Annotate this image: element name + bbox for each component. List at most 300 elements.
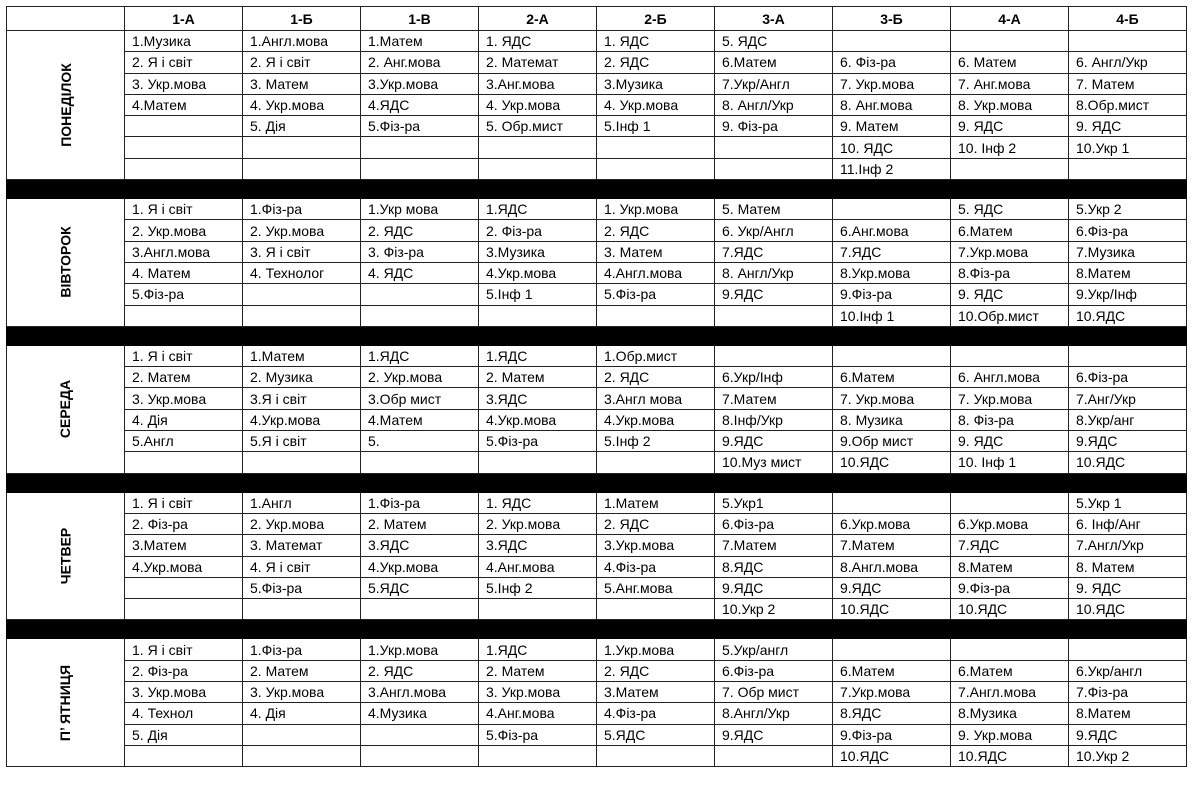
- lesson-row: [7, 452, 1187, 473]
- lesson-cell: 2. Я і світ: [125, 52, 243, 73]
- lesson-cell: 3.Англ.мова: [361, 682, 479, 703]
- lesson-cell: 5.Укр/англ: [715, 639, 833, 660]
- lesson-cell: 8.Фіз-ра: [951, 262, 1069, 283]
- lesson-cell: [125, 745, 243, 766]
- lesson-row: [7, 431, 1187, 452]
- lesson-cell: [125, 577, 243, 598]
- class-header: 1-В: [361, 7, 479, 31]
- lesson-cell: 2. Фіз-ра: [479, 220, 597, 241]
- lesson-cell: 10.Муз мист: [715, 452, 833, 473]
- lesson-row: [7, 682, 1187, 703]
- lesson-cell: 8.Матем: [1069, 703, 1187, 724]
- day-separator: [7, 180, 1187, 199]
- lesson-cell: 8.Англ.мова: [833, 556, 951, 577]
- lesson-cell: [833, 31, 951, 52]
- lesson-cell: 3.Матем: [125, 535, 243, 556]
- lesson-cell: 5.Англ: [125, 431, 243, 452]
- class-header: 2-А: [479, 7, 597, 31]
- lesson-row: [7, 305, 1187, 326]
- lesson-cell: [597, 137, 715, 158]
- lesson-cell: 3.Укр.мова: [361, 73, 479, 94]
- lesson-cell: 10.ЯДС: [833, 745, 951, 766]
- lesson-cell: 7.Англ/Укр: [1069, 535, 1187, 556]
- lesson-row: [7, 137, 1187, 158]
- lesson-cell: [597, 452, 715, 473]
- lesson-cell: 3. Матем: [243, 73, 361, 94]
- lesson-cell: 2. Укр.мова: [125, 220, 243, 241]
- lesson-cell: 10.Укр 2: [1069, 745, 1187, 766]
- day-label: П’ ЯТНИЦЯ: [57, 664, 74, 741]
- lesson-cell: 2. Матем: [479, 660, 597, 681]
- lesson-cell: 5.Анг.мова: [597, 577, 715, 598]
- lesson-cell: 10.Укр 1: [1069, 137, 1187, 158]
- lesson-cell: 5.Фіз-ра: [361, 116, 479, 137]
- day-label-cell: [7, 31, 125, 180]
- timetable: [6, 6, 1187, 767]
- lesson-cell: 6.Анг.мова: [833, 220, 951, 241]
- lesson-cell: 3.Я і світ: [243, 388, 361, 409]
- lesson-cell: 4.Укр.мова: [479, 409, 597, 430]
- lesson-cell: 4. ЯДС: [361, 262, 479, 283]
- lesson-cell: 5.Інф 1: [479, 284, 597, 305]
- lesson-cell: 6.Матем: [833, 660, 951, 681]
- day-label-cell: [7, 639, 125, 767]
- lesson-cell: [597, 745, 715, 766]
- lesson-cell: 2. Я і світ: [243, 52, 361, 73]
- lesson-cell: 7.Англ.мова: [951, 682, 1069, 703]
- lesson-row: [7, 535, 1187, 556]
- lesson-cell: 4. Технол: [125, 703, 243, 724]
- lesson-cell: 6.Матем: [715, 52, 833, 73]
- lesson-cell: 6.Фіз-ра: [1069, 367, 1187, 388]
- lesson-cell: 5. Матем: [715, 199, 833, 220]
- lesson-cell: 3. Укр.мова: [125, 388, 243, 409]
- lesson-cell: 4.Анг.мова: [479, 703, 597, 724]
- lesson-cell: 10.ЯДС: [1069, 452, 1187, 473]
- lesson-cell: 3.Анг.мова: [479, 73, 597, 94]
- lesson-cell: 2. ЯДС: [597, 513, 715, 534]
- lesson-cell: 2. Анг.мова: [361, 52, 479, 73]
- lesson-cell: 5. ЯДС: [951, 199, 1069, 220]
- lesson-cell: 9. Фіз-ра: [715, 116, 833, 137]
- lesson-cell: 3. Укр.мова: [125, 73, 243, 94]
- lesson-cell: 6.Матем: [951, 660, 1069, 681]
- lesson-cell: 1. Я і світ: [125, 639, 243, 660]
- lesson-row: [7, 284, 1187, 305]
- lesson-cell: 1.Укр мова: [361, 199, 479, 220]
- lesson-cell: 1. ЯДС: [597, 31, 715, 52]
- lesson-cell: 3. Я і світ: [243, 241, 361, 262]
- lesson-cell: 5.Інф 1: [597, 116, 715, 137]
- lesson-cell: 3.ЯДС: [479, 388, 597, 409]
- lesson-cell: [951, 31, 1069, 52]
- lesson-cell: 8. Укр.мова: [951, 94, 1069, 115]
- lesson-cell: [243, 158, 361, 179]
- lesson-row: [7, 220, 1187, 241]
- lesson-cell: 5.Я і світ: [243, 431, 361, 452]
- lesson-cell: 7. Обр мист: [715, 682, 833, 703]
- lesson-cell: [715, 345, 833, 366]
- lesson-cell: [479, 137, 597, 158]
- lesson-cell: 6. Укр/Англ: [715, 220, 833, 241]
- lesson-cell: 4.ЯДС: [361, 94, 479, 115]
- lesson-cell: 1.Музика: [125, 31, 243, 52]
- lesson-cell: 8. Матем: [1069, 556, 1187, 577]
- lesson-row: [7, 660, 1187, 681]
- lesson-cell: 8.Обр.мист: [1069, 94, 1187, 115]
- lesson-cell: 5. ЯДС: [715, 31, 833, 52]
- lesson-cell: 4.Фіз-ра: [597, 703, 715, 724]
- lesson-row: [7, 556, 1187, 577]
- lesson-cell: 7.Матем: [833, 535, 951, 556]
- lesson-cell: 2. Матем: [125, 367, 243, 388]
- lesson-cell: 9.ЯДС: [715, 577, 833, 598]
- lesson-cell: 7.ЯДС: [833, 241, 951, 262]
- lesson-cell: [361, 452, 479, 473]
- lesson-cell: [243, 137, 361, 158]
- lesson-cell: 1.ЯДС: [361, 345, 479, 366]
- lesson-cell: [125, 599, 243, 620]
- lesson-cell: 7.Музика: [1069, 241, 1187, 262]
- class-header: 2-Б: [597, 7, 715, 31]
- lesson-cell: 6. Англ/Укр: [1069, 52, 1187, 73]
- lesson-cell: 2. Матем: [243, 660, 361, 681]
- lesson-cell: 4.Укр.мова: [361, 556, 479, 577]
- lesson-cell: [479, 305, 597, 326]
- lesson-cell: 9.ЯДС: [715, 284, 833, 305]
- lesson-cell: 5.: [361, 431, 479, 452]
- lesson-cell: 3.Укр.мова: [597, 535, 715, 556]
- lesson-cell: 6.Укр/англ: [1069, 660, 1187, 681]
- lesson-cell: 7. Матем: [1069, 73, 1187, 94]
- lesson-cell: 9.Фіз-ра: [951, 577, 1069, 598]
- lesson-cell: [361, 137, 479, 158]
- lesson-cell: 4. Укр.мова: [243, 94, 361, 115]
- lesson-cell: [479, 452, 597, 473]
- lesson-cell: 1. Я і світ: [125, 199, 243, 220]
- lesson-cell: 7. Укр.мова: [951, 388, 1069, 409]
- lesson-cell: 3.ЯДС: [479, 535, 597, 556]
- lesson-row: [7, 94, 1187, 115]
- lesson-cell: 2. ЯДС: [597, 220, 715, 241]
- lesson-cell: 4.Матем: [361, 409, 479, 430]
- day-separator: [7, 326, 1187, 345]
- lesson-cell: [361, 158, 479, 179]
- lesson-cell: 8.Матем: [951, 556, 1069, 577]
- lesson-cell: 3.Англ.мова: [125, 241, 243, 262]
- day-label-cell: [7, 345, 125, 473]
- lesson-row: [7, 745, 1187, 766]
- lesson-cell: 6.Укр.мова: [951, 513, 1069, 534]
- lesson-cell: 7.ЯДС: [951, 535, 1069, 556]
- lesson-cell: [125, 116, 243, 137]
- lesson-cell: [951, 639, 1069, 660]
- lesson-cell: 3.Англ мова: [597, 388, 715, 409]
- lesson-cell: 1. ЯДС: [479, 492, 597, 513]
- day-separator: [7, 473, 1187, 492]
- lesson-cell: 3. Матем: [597, 241, 715, 262]
- lesson-cell: 10.Інф 1: [833, 305, 951, 326]
- day-label: ЧЕТВЕР: [57, 527, 74, 585]
- lesson-cell: [243, 305, 361, 326]
- lesson-cell: 3.Матем: [597, 682, 715, 703]
- lesson-cell: 4.Англ.мова: [597, 262, 715, 283]
- lesson-cell: 6.Фіз-ра: [715, 660, 833, 681]
- lesson-cell: 1.Обр.мист: [597, 345, 715, 366]
- day-label-cell: [7, 199, 125, 327]
- lesson-cell: 5.ЯДС: [361, 577, 479, 598]
- lesson-cell: [951, 158, 1069, 179]
- lesson-cell: 6. Англ.мова: [951, 367, 1069, 388]
- lesson-cell: [361, 284, 479, 305]
- lesson-cell: 9.Фіз-ра: [833, 284, 951, 305]
- lesson-cell: 5.Фіз-ра: [597, 284, 715, 305]
- lesson-cell: [715, 745, 833, 766]
- lesson-row: [7, 577, 1187, 598]
- lesson-cell: 5.Укр 1: [1069, 492, 1187, 513]
- lesson-cell: [715, 137, 833, 158]
- lesson-cell: 2. Фіз-ра: [125, 660, 243, 681]
- corner-cell: [7, 7, 125, 31]
- lesson-cell: [1069, 345, 1187, 366]
- lesson-cell: 3. Фіз-ра: [361, 241, 479, 262]
- lesson-cell: [715, 305, 833, 326]
- day-separator: [7, 620, 1187, 639]
- lesson-cell: 7.Фіз-ра: [1069, 682, 1187, 703]
- day-separator-bar: [7, 180, 1187, 199]
- lesson-cell: [243, 745, 361, 766]
- lesson-cell: 5.Фіз-ра: [243, 577, 361, 598]
- lesson-cell: 2. Математ: [479, 52, 597, 73]
- lesson-cell: 1. Укр.мова: [597, 199, 715, 220]
- lesson-cell: 4.Укр.мова: [597, 409, 715, 430]
- lesson-cell: 1. Я і світ: [125, 492, 243, 513]
- lesson-cell: 1. ЯДС: [479, 31, 597, 52]
- lesson-cell: 2. Музика: [243, 367, 361, 388]
- class-header: 3-А: [715, 7, 833, 31]
- lesson-cell: [1069, 158, 1187, 179]
- lesson-cell: 1.Англ: [243, 492, 361, 513]
- day-separator-bar: [7, 473, 1187, 492]
- lesson-cell: 3.ЯДС: [361, 535, 479, 556]
- class-header: 1-Б: [243, 7, 361, 31]
- lesson-cell: [1069, 31, 1187, 52]
- lesson-row: [7, 73, 1187, 94]
- lesson-cell: [951, 492, 1069, 513]
- lesson-cell: 5.Фіз-ра: [479, 724, 597, 745]
- lesson-cell: [833, 492, 951, 513]
- lesson-cell: 7.Укр.мова: [833, 682, 951, 703]
- lesson-cell: 9. ЯДС: [1069, 577, 1187, 598]
- lesson-cell: 3. Математ: [243, 535, 361, 556]
- lesson-row: [7, 158, 1187, 179]
- lesson-cell: 9.Укр/Інф: [1069, 284, 1187, 305]
- lesson-cell: 8. Музика: [833, 409, 951, 430]
- lesson-cell: 8.Англ/Укр: [715, 703, 833, 724]
- lesson-cell: 4.Фіз-ра: [597, 556, 715, 577]
- lesson-cell: 2. Укр.мова: [243, 513, 361, 534]
- lesson-cell: 5.Укр 2: [1069, 199, 1187, 220]
- lesson-cell: 5.ЯДС: [597, 724, 715, 745]
- lesson-cell: 5.Інф 2: [479, 577, 597, 598]
- lesson-cell: 4.Укр.мова: [479, 262, 597, 283]
- lesson-cell: 8.Інф/Укр: [715, 409, 833, 430]
- lesson-cell: 4. Укр.мова: [597, 94, 715, 115]
- lesson-cell: 10.ЯДС: [1069, 305, 1187, 326]
- lesson-cell: 1.ЯДС: [479, 345, 597, 366]
- lesson-cell: 9.Обр мист: [833, 431, 951, 452]
- lesson-cell: 2. ЯДС: [361, 660, 479, 681]
- lesson-cell: 4.Музика: [361, 703, 479, 724]
- lesson-cell: 4. Технолог: [243, 262, 361, 283]
- lesson-cell: 5.Фіз-ра: [125, 284, 243, 305]
- lesson-cell: [597, 599, 715, 620]
- class-header: 1-А: [125, 7, 243, 31]
- lesson-cell: 6.Укр/Інф: [715, 367, 833, 388]
- lesson-cell: 8. Англ/Укр: [715, 94, 833, 115]
- lesson-cell: [479, 599, 597, 620]
- lesson-cell: 8.Укр/анг: [1069, 409, 1187, 430]
- lesson-cell: 9. ЯДС: [951, 284, 1069, 305]
- lesson-cell: 2. Матем: [361, 513, 479, 534]
- lesson-cell: [125, 452, 243, 473]
- lesson-cell: 10. Інф 1: [951, 452, 1069, 473]
- lesson-cell: 4.Матем: [125, 94, 243, 115]
- lesson-cell: [597, 305, 715, 326]
- lesson-cell: 4. Дія: [243, 703, 361, 724]
- lesson-cell: 1. Я і світ: [125, 345, 243, 366]
- lesson-cell: 9. Укр.мова: [951, 724, 1069, 745]
- lesson-cell: [597, 158, 715, 179]
- class-header: 4-Б: [1069, 7, 1187, 31]
- lesson-cell: 6. Фіз-ра: [833, 52, 951, 73]
- lesson-cell: 8.Матем: [1069, 262, 1187, 283]
- lesson-cell: [1069, 639, 1187, 660]
- lesson-cell: 5.Фіз-ра: [479, 431, 597, 452]
- lesson-cell: [833, 639, 951, 660]
- day-label: СЕРЕДА: [57, 380, 74, 439]
- lesson-cell: 7. Укр.мова: [833, 388, 951, 409]
- lesson-cell: [833, 345, 951, 366]
- lesson-row: [7, 599, 1187, 620]
- lesson-cell: 10. Інф 2: [951, 137, 1069, 158]
- lesson-cell: [243, 599, 361, 620]
- lesson-cell: 7. Укр.мова: [833, 73, 951, 94]
- lesson-cell: [479, 158, 597, 179]
- lesson-cell: 1.ЯДС: [479, 639, 597, 660]
- lesson-cell: [243, 724, 361, 745]
- lesson-cell: 1.Матем: [243, 345, 361, 366]
- lesson-cell: 10.ЯДС: [1069, 599, 1187, 620]
- lesson-row: [7, 703, 1187, 724]
- lesson-cell: 5.Інф 2: [597, 431, 715, 452]
- lesson-cell: 5.Укр1: [715, 492, 833, 513]
- lesson-cell: 7.Укр.мова: [951, 241, 1069, 262]
- lesson-cell: 8. Англ/Укр: [715, 262, 833, 283]
- lesson-cell: [361, 745, 479, 766]
- lesson-cell: [951, 345, 1069, 366]
- lesson-cell: 10.ЯДС: [951, 745, 1069, 766]
- lesson-cell: 7.Анг/Укр: [1069, 388, 1187, 409]
- lesson-cell: 2. Фіз-ра: [125, 513, 243, 534]
- lesson-row: [7, 367, 1187, 388]
- lesson-cell: 5. Дія: [125, 724, 243, 745]
- lesson-cell: 6.Матем: [951, 220, 1069, 241]
- lesson-cell: 7. Анг.мова: [951, 73, 1069, 94]
- lesson-cell: [125, 158, 243, 179]
- lesson-cell: [361, 599, 479, 620]
- lesson-cell: 4.Укр.мова: [243, 409, 361, 430]
- class-header: 4-А: [951, 7, 1069, 31]
- lesson-cell: 5. Дія: [243, 116, 361, 137]
- lesson-row: [7, 513, 1187, 534]
- lesson-cell: 5. Обр.мист: [479, 116, 597, 137]
- lesson-row: [7, 409, 1187, 430]
- lesson-cell: 10. ЯДС: [833, 137, 951, 158]
- lesson-cell: [243, 452, 361, 473]
- lesson-cell: 7.Укр/Англ: [715, 73, 833, 94]
- lesson-cell: [125, 137, 243, 158]
- lesson-cell: 8.Музика: [951, 703, 1069, 724]
- lesson-cell: [715, 158, 833, 179]
- lesson-cell: 9. ЯДС: [951, 116, 1069, 137]
- lesson-cell: 7.ЯДС: [715, 241, 833, 262]
- lesson-row: [7, 262, 1187, 283]
- lesson-cell: 11.Інф 2: [833, 158, 951, 179]
- lesson-cell: 6. Матем: [951, 52, 1069, 73]
- lesson-cell: 9.Фіз-ра: [833, 724, 951, 745]
- lesson-cell: 1.Фіз-ра: [361, 492, 479, 513]
- lesson-row: [7, 52, 1187, 73]
- day-label: ВІВТОРОК: [57, 226, 74, 299]
- day-separator-bar: [7, 326, 1187, 345]
- lesson-cell: 8.ЯДС: [715, 556, 833, 577]
- lesson-cell: 4. Укр.мова: [479, 94, 597, 115]
- lesson-row: [7, 492, 1187, 513]
- lesson-cell: 9. Матем: [833, 116, 951, 137]
- lesson-cell: 9.ЯДС: [1069, 724, 1187, 745]
- lesson-cell: 2. Укр.мова: [243, 220, 361, 241]
- lesson-cell: 3. Укр.мова: [479, 682, 597, 703]
- day-separator-bar: [7, 620, 1187, 639]
- lesson-cell: 8. Анг.мова: [833, 94, 951, 115]
- lesson-cell: 1.Матем: [597, 492, 715, 513]
- lesson-cell: 1.Фіз-ра: [243, 199, 361, 220]
- lesson-cell: 3. Укр.мова: [243, 682, 361, 703]
- lesson-cell: 2. ЯДС: [597, 660, 715, 681]
- lesson-cell: 2. ЯДС: [361, 220, 479, 241]
- lesson-cell: 2. ЯДС: [597, 367, 715, 388]
- lesson-cell: 9.ЯДС: [833, 577, 951, 598]
- lesson-cell: 8.ЯДС: [833, 703, 951, 724]
- lesson-cell: 10.ЯДС: [833, 599, 951, 620]
- lesson-cell: 4. Дія: [125, 409, 243, 430]
- lesson-row: [7, 724, 1187, 745]
- lesson-row: [7, 31, 1187, 52]
- lesson-cell: 7.Матем: [715, 388, 833, 409]
- lesson-cell: 6.Матем: [833, 367, 951, 388]
- lesson-cell: 6. Інф/Анг: [1069, 513, 1187, 534]
- lesson-cell: 1.Англ.мова: [243, 31, 361, 52]
- lesson-cell: 3.Музика: [479, 241, 597, 262]
- lesson-cell: [479, 745, 597, 766]
- lesson-cell: 9.ЯДС: [715, 431, 833, 452]
- lesson-row: [7, 241, 1187, 262]
- day-label-cell: [7, 492, 125, 620]
- lesson-row: [7, 345, 1187, 366]
- lesson-cell: 4. Матем: [125, 262, 243, 283]
- lesson-cell: 10.Укр 2: [715, 599, 833, 620]
